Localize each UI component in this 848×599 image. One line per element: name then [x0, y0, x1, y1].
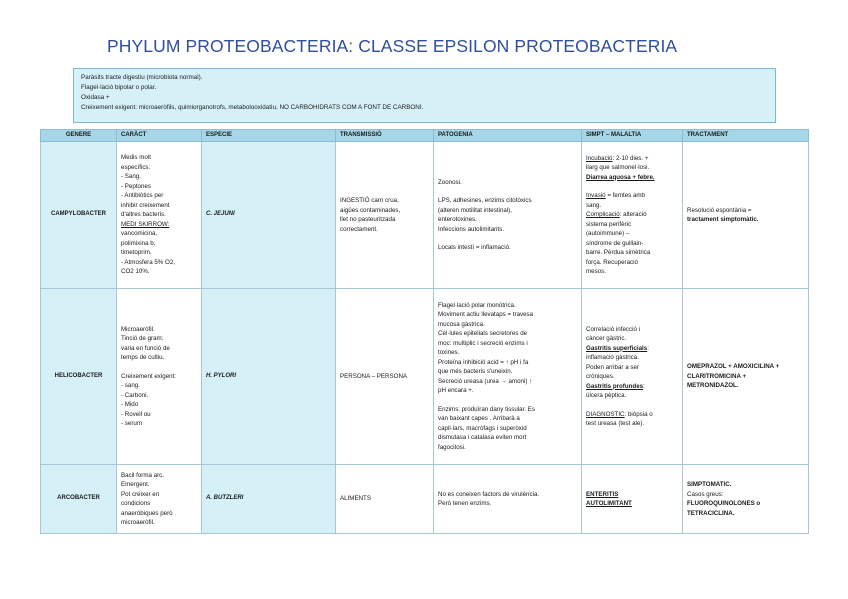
text-line: sistema perifèric — [586, 220, 632, 228]
text-line: Moviment actiu llevataps = travesa — [438, 311, 534, 319]
incubacio-text: : 2-10 dies. + — [612, 154, 649, 162]
text-line: mucosa gàstrica. — [438, 320, 485, 328]
table-row-arcobacter — [41, 465, 809, 534]
text-line: Poden arribar a ser — [586, 363, 639, 371]
text-line: test ureasa (test ale). — [586, 420, 645, 427]
text-line: cròniques. — [586, 373, 615, 380]
text-line: (autoimmune) – — [586, 230, 630, 237]
transmissio-cell — [336, 142, 434, 289]
invasio-text: = femtes amb — [605, 192, 645, 199]
caract-cell — [117, 465, 202, 534]
text-line: FLUOROQUINOLONES o — [687, 500, 761, 507]
text-line: - serum — [121, 420, 142, 427]
text-line: inflamació gàstrica. — [586, 354, 639, 361]
text-line: que més bacteris s'uneixin. — [438, 368, 513, 376]
text-line: Enzims: produïran dany tissular. Es — [438, 405, 535, 413]
text-line: Bacil forma arc. — [121, 471, 164, 479]
text-line: timetoprim. — [121, 249, 152, 257]
bacteria-table — [40, 129, 809, 534]
text-line: Medis molt — [121, 154, 151, 162]
invasio-label: Invasió — [586, 192, 606, 199]
text-line: força. Recuperació — [586, 258, 638, 266]
complicacio-label: Complicació — [586, 211, 620, 218]
text-line: (alteren motilitat intestinal), — [438, 206, 512, 214]
incubacio-label: Incubació — [586, 154, 613, 162]
text-line: sang. — [586, 201, 602, 209]
text-line: AUTOLIMITANT — [586, 500, 632, 507]
table-row-helicobacter — [41, 289, 809, 465]
header-simptomes: SIMPT – MALALTIA — [582, 130, 683, 142]
text-line: - Mido — [121, 401, 139, 408]
genus-cell: HELICOBACTER — [41, 289, 117, 465]
text-line: Flagel·lació polar monòtrica. — [438, 301, 516, 309]
text-line: anaeròbiques però — [121, 509, 173, 517]
header-tractament: TRACTAMENT — [683, 130, 809, 142]
text-line: - Atmosfera 5% O2, — [121, 258, 175, 266]
text-line: llet no pasteuritzada — [340, 216, 396, 223]
text-line: Diarrea aquosa + febre. — [586, 173, 655, 181]
text-line: enterotoxines. — [438, 216, 477, 223]
caract-cell — [117, 289, 202, 465]
text-line: Però tenen enzims. — [438, 500, 492, 507]
header-transmissio: TRANSMISSIÓ — [336, 130, 434, 142]
tractament-cell — [683, 289, 809, 465]
text-line: temps de cultiu. — [121, 354, 165, 361]
text-line: Resolució espontània = — [687, 206, 752, 214]
simptomes-cell — [582, 289, 683, 465]
species-cell: A. BUTZLERI — [202, 465, 336, 534]
text-line: LPS, adhesines, enzims citotòxics — [438, 197, 532, 204]
tractament-cell — [683, 142, 809, 289]
text-line: SIMPTOMATIC. — [687, 481, 732, 488]
transmissio-cell: PERSONA – PERSONA — [336, 289, 434, 465]
text-line: síndrome de guillain- — [586, 239, 644, 247]
text-line — [586, 382, 678, 392]
header-especie: ESPECIE — [202, 130, 336, 142]
gastritis-superficials-colon: : — [647, 344, 649, 352]
text-line: No es coneixen factors de virulència. — [438, 490, 540, 498]
species-cell: C. JEJUNI — [202, 142, 336, 289]
text-line: Zoonosi. — [438, 178, 462, 186]
text-line: varia en funció de — [121, 344, 170, 352]
text-line: d'altres bacteris. — [121, 211, 166, 219]
text-line: van baixant capes . Arribarà a — [438, 415, 520, 423]
text-line: - Carboni. — [121, 391, 149, 399]
patogenia-cell — [434, 142, 582, 289]
table-header-row — [41, 130, 809, 142]
text-line: llarg que salmonel·losi. — [586, 164, 650, 171]
species-cell: H. PYLORI — [202, 289, 336, 465]
text-line: Creixement exigent: — [121, 372, 177, 380]
patogenia-cell — [434, 289, 582, 465]
text-line: inhibir creixement — [121, 201, 170, 209]
tractament-cell — [683, 465, 809, 534]
transmissio-cell: ALIMENTS — [336, 465, 434, 534]
header-genere: GENERE — [41, 130, 117, 142]
text-line: TETRACICLINA. — [687, 509, 735, 517]
text-line: específics: — [121, 163, 151, 171]
header-caract: CARÀCT — [117, 130, 202, 142]
text-line — [586, 191, 678, 201]
simptomes-cell — [582, 465, 683, 534]
intro-line: Oxidasa + — [81, 94, 110, 101]
text-line — [586, 154, 678, 164]
text-line: mesos. — [586, 268, 606, 275]
text-line: Secreció ureasa (urea → amoni) ↑ — [438, 377, 533, 385]
text-line: Emergent. — [121, 481, 150, 488]
text-line: toxines. — [438, 349, 460, 357]
text-line — [586, 210, 678, 220]
text-line: INGESTIÓ carn crua, — [340, 197, 399, 204]
text-line: Tinció de gram: — [121, 335, 164, 342]
text-line: CLARITROMICINA + — [687, 372, 747, 380]
text-line: - Peptones — [121, 182, 151, 190]
text-line: dismutasa i catalasa eviten mort — [438, 434, 527, 442]
text-line: moc: multiplic i secreció enzims i — [438, 339, 528, 347]
text-line: vancomicina, — [121, 230, 158, 238]
page-title: PHYLUM PROTEOBACTERIA: CLASSE EPSILON PROTEOBACTERIA — [107, 36, 678, 56]
text-line: pH encara +. — [438, 387, 474, 395]
simptomes-cell — [582, 142, 683, 289]
text-line: OMEPRAZOL + AMOXICILINA + — [687, 363, 780, 371]
text-line: Cèl·lules epitelials secretores de — [438, 330, 528, 338]
table-row-campylobacter — [41, 142, 809, 289]
text-line: condicions — [121, 500, 151, 507]
text-line: correctament. — [340, 225, 378, 233]
text-line: Locals intestí = inflamació. — [438, 244, 511, 251]
text-line: càncer gàstric. — [586, 335, 627, 342]
text-line: Pot créixer en — [121, 490, 160, 498]
text-line: METRONIDAZOL. — [687, 382, 739, 390]
intro-line: Creixement exigent: microaeròfils, quimiorganotrofs, metabolooxidatiu, NO CARBOHIDRATS COM A FONT DE CARBONI. — [81, 104, 424, 111]
intro-line: Flagel·lació bipolar o polar. — [81, 84, 157, 91]
header-patogenia: PATOGENIA — [434, 130, 582, 142]
text-line: polimixina b, — [121, 239, 156, 247]
text-line: ENTERITIS — [586, 490, 619, 498]
intro-box — [73, 68, 776, 123]
text-line: Correlació infecció i — [586, 325, 640, 333]
text-line: aigües contaminades, — [340, 206, 401, 214]
text-line: Microaeròfil. — [121, 325, 155, 333]
genus-cell: CAMPYLOBACTER — [41, 142, 117, 289]
text-line: tractament simptomàtic. — [687, 216, 759, 223]
gastritis-profundes-label: Gastritis profundes — [586, 382, 644, 390]
text-line: Casos greus: — [687, 490, 724, 498]
text-line: - sang. — [121, 382, 140, 389]
text-line: - Antibiòtics per — [121, 192, 164, 200]
gastritis-superficials-label: Gastritis superficials — [586, 344, 648, 352]
text-line: úlcera pèptica. — [586, 392, 627, 399]
genus-cell: ARCOBACTER — [41, 465, 117, 534]
intro-line: Paràsits tracte digestiu (microbiota normal). — [81, 74, 203, 81]
text-line: MEDI SKIRROW: — [121, 220, 170, 228]
text-line: Infeccions autolimitants. — [438, 225, 505, 233]
patogenia-cell — [434, 465, 582, 534]
text-line — [586, 410, 678, 420]
gastritis-profundes-colon: : — [643, 382, 645, 390]
text-line: Proteïna inhibició acid = ↑ pH i fa — [438, 358, 529, 366]
text-line: capil·lars, macròfags i superòxid — [438, 424, 527, 432]
text-line: microaeròfil. — [121, 519, 155, 526]
text-line: barre. Pèrdua simètrica — [586, 249, 651, 256]
caract-cell — [117, 142, 202, 289]
text-line: fagocitosi. — [438, 443, 466, 451]
text-line: - Sang. — [121, 173, 141, 181]
diagnostic-label: DIAGNOSTIC — [586, 410, 625, 418]
complicacio-text: : alteració — [619, 211, 647, 218]
text-line — [586, 344, 678, 354]
diagnostic-text: : biòpsia o — [624, 410, 653, 418]
text-line: - Rovell ou — [121, 410, 151, 418]
text-line: CO2 10%. — [121, 268, 150, 276]
